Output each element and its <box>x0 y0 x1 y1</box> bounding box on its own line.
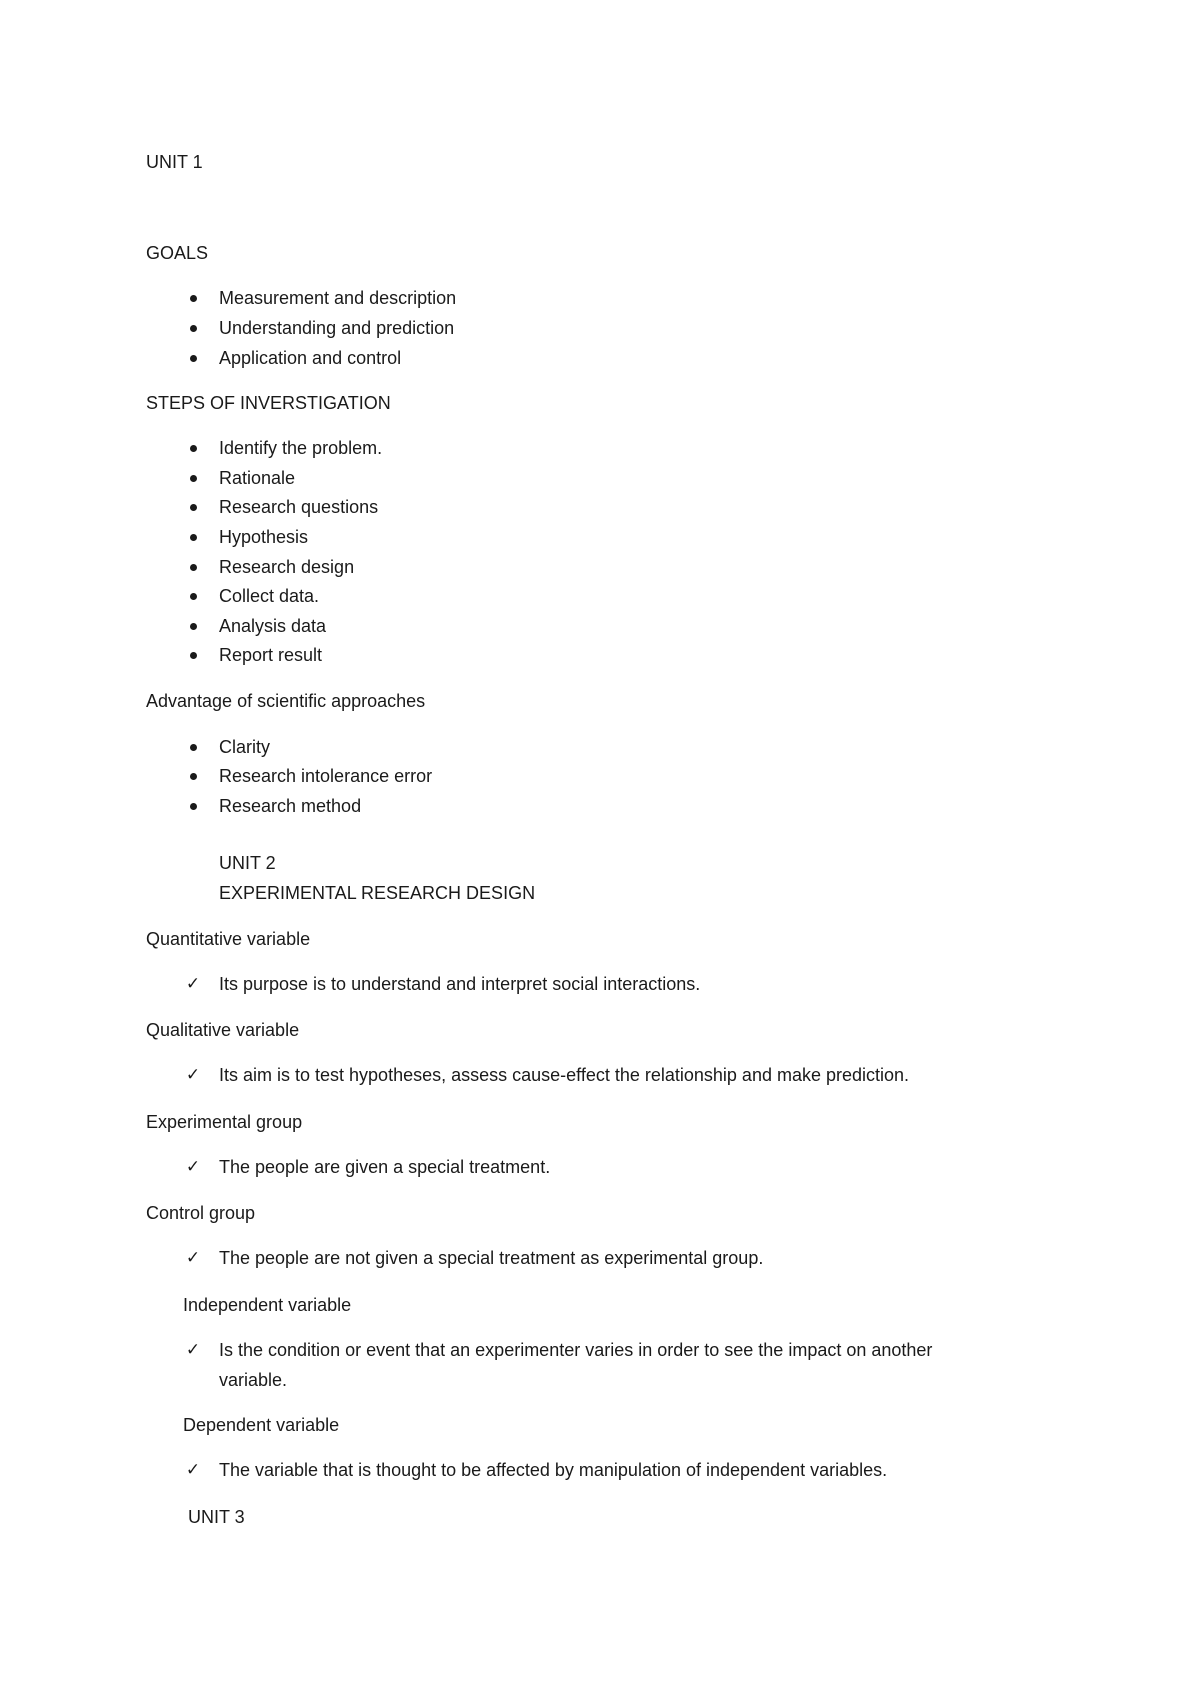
list-item: Hypothesis <box>219 526 308 548</box>
term-heading: Experimental group <box>146 1112 303 1132</box>
bullet-icon <box>190 504 197 511</box>
list-item: Identify the problem. <box>219 437 382 459</box>
bullet-icon <box>190 355 197 362</box>
term-heading: Independent variable <box>183 1295 352 1315</box>
bullet-icon <box>190 652 197 659</box>
unit-3-title: UNIT 3 <box>188 1507 245 1527</box>
list-item: Collect data. <box>219 585 319 607</box>
checkmark-icon: ✓ <box>185 974 201 994</box>
bullet-icon <box>190 325 197 332</box>
list-item: Research design <box>219 556 354 578</box>
bullet-icon <box>190 564 197 571</box>
goals-heading: GOALS <box>146 243 209 263</box>
checkmark-icon: ✓ <box>185 1340 201 1360</box>
term-heading: Control group <box>146 1203 256 1223</box>
list-item: Measurement and description <box>219 287 456 309</box>
list-item: Research questions <box>219 496 378 518</box>
term-heading: Quantitative variable <box>146 929 311 949</box>
steps-heading: STEPS OF INVERSTIGATION <box>146 393 391 413</box>
definition-item: ✓ The people are not given a special treatment as experimental group. <box>185 1248 764 1268</box>
definition-item: ✓ Its purpose is to understand and interpret social interactions. <box>185 974 701 994</box>
list-item: Application and control <box>219 347 401 369</box>
bullet-icon <box>190 295 197 302</box>
term-heading: Dependent variable <box>183 1415 340 1435</box>
checkmark-icon: ✓ <box>185 1065 201 1085</box>
bullet-icon <box>190 593 197 600</box>
list-item: Research method <box>219 795 361 817</box>
checkmark-icon: ✓ <box>185 1248 201 1268</box>
unit-2-subtitle: EXPERIMENTAL RESEARCH DESIGN <box>219 883 536 903</box>
definition-item: ✓ The people are given a special treatment. <box>185 1157 551 1177</box>
bullet-icon <box>190 803 197 810</box>
list-item: Analysis data <box>219 615 326 637</box>
bullet-icon <box>190 773 197 780</box>
unit-1-title: UNIT 1 <box>146 152 203 172</box>
term-heading: Qualitative variable <box>146 1020 300 1040</box>
definition-item: ✓ The variable that is thought to be affected by manipulation of independent variables. <box>185 1460 888 1480</box>
checkmark-icon: ✓ <box>185 1157 201 1177</box>
definition-item: ✓ Is the condition or event that an experimenter varies in order to see the impact on another <box>185 1340 933 1360</box>
list-item: Research intolerance error <box>219 765 432 787</box>
checkmark-icon: ✓ <box>185 1460 201 1480</box>
list-item: Rationale <box>219 467 295 489</box>
list-item: Clarity <box>219 736 270 758</box>
bullet-icon <box>190 623 197 630</box>
bullet-icon <box>190 534 197 541</box>
bullet-icon <box>190 475 197 482</box>
advantage-heading: Advantage of scientific approaches <box>146 691 426 711</box>
bullet-icon <box>190 744 197 751</box>
list-item: Report result <box>219 644 322 666</box>
unit-2-title: UNIT 2 <box>219 853 276 873</box>
bullet-icon <box>190 445 197 452</box>
list-item: Understanding and prediction <box>219 317 454 339</box>
definition-item: ✓ Its aim is to test hypotheses, assess cause-effect the relationship and make prediction. <box>185 1065 910 1085</box>
definition-continuation: variable. <box>219 1370 288 1390</box>
